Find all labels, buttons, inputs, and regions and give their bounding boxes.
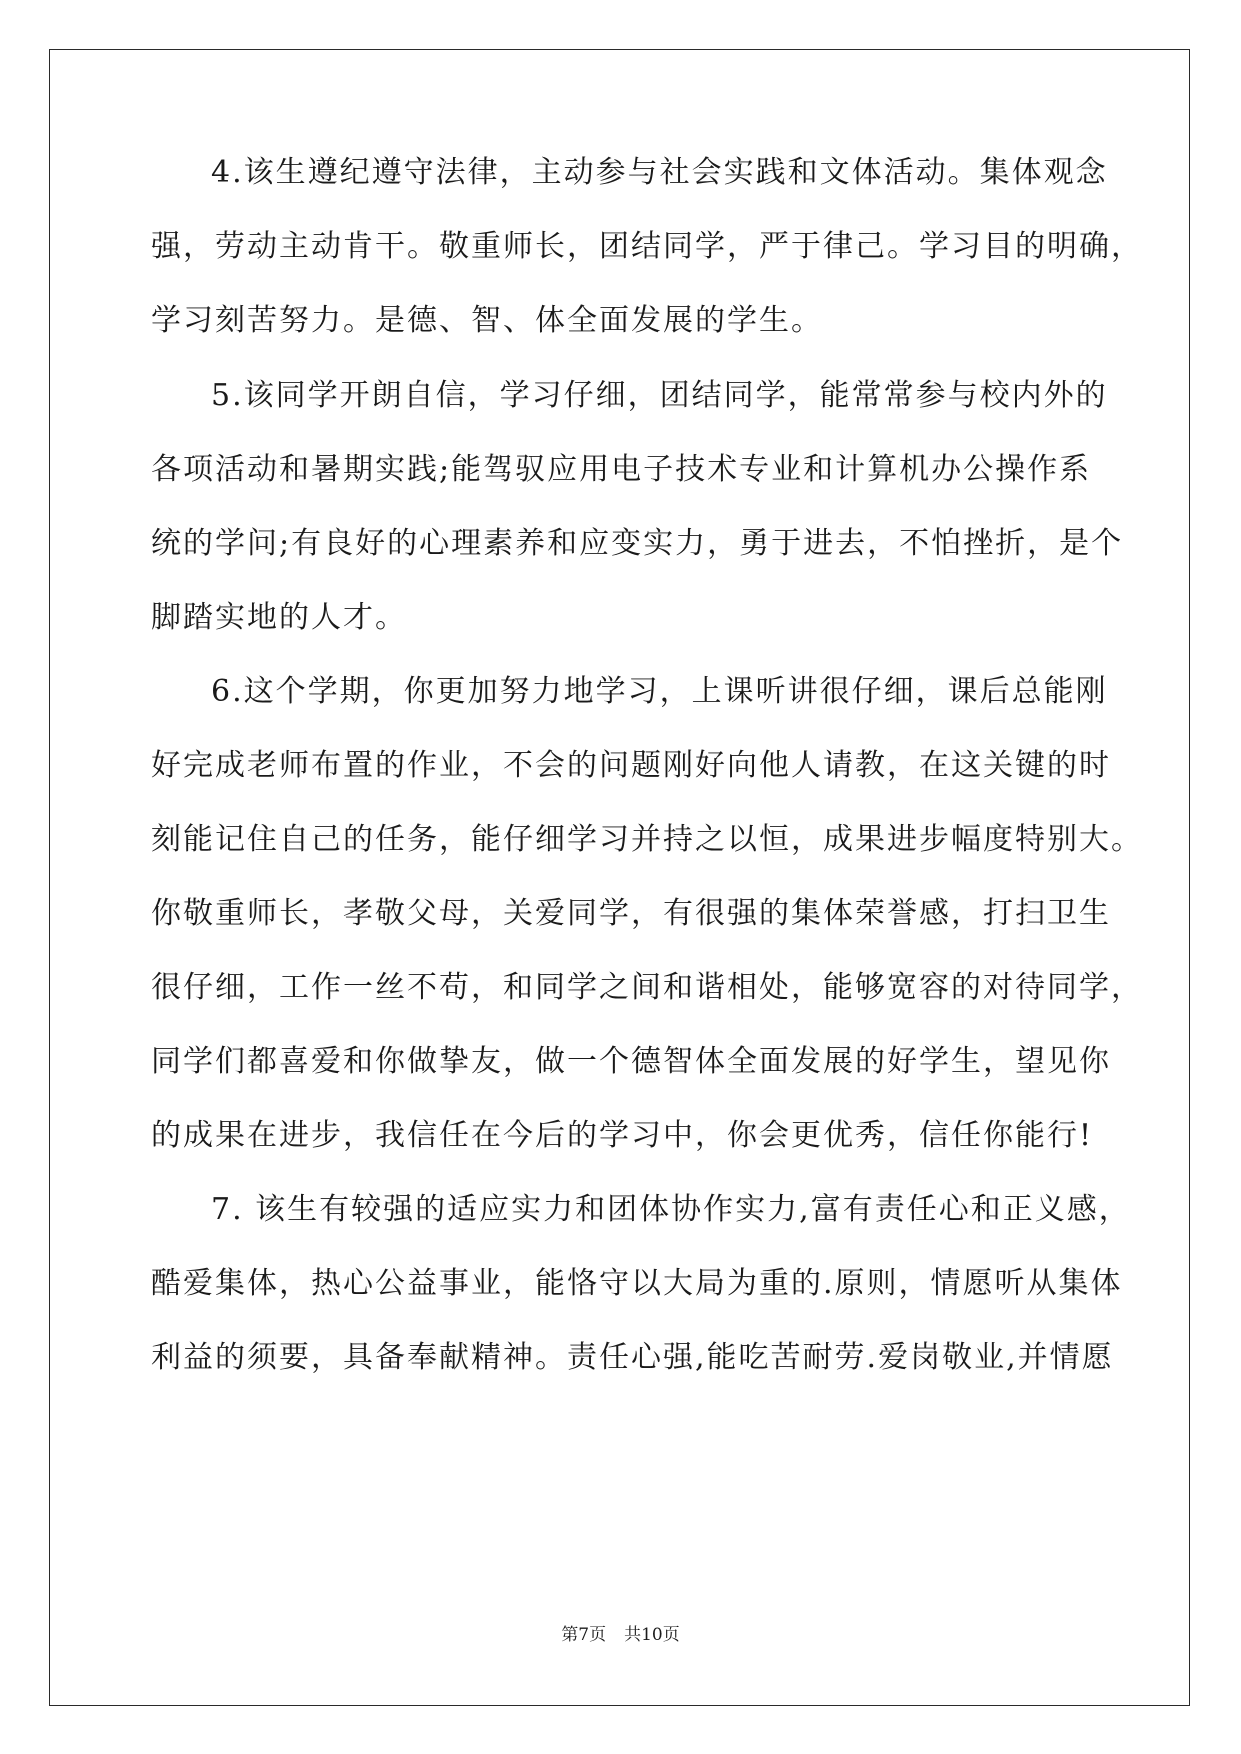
paragraph-6-line-2: 好完成老师布置的作业，不会的问题刚好向他人请教，在这关键的时: [151, 748, 1111, 783]
paragraph-4-line-3: 学习刻苦努力。是德、智、体全面发展的学生。: [151, 303, 823, 338]
page-number-current: 第7页: [561, 1625, 607, 1645]
paragraph-5-line-2: 各项活动和暑期实践;能驾驭应用电子技术专业和计算机办公操作系: [151, 452, 1092, 487]
page-footer: [0, 1623, 1241, 1647]
paragraph-5-line-1: 5.该同学开朗自信，学习仔细，团结同学，能常常参与校内外的: [211, 378, 1108, 413]
paragraph-6-line-4: 你敬重师长，孝敬父母，关爱同学，有很强的集体荣誉感，打扫卫生: [151, 896, 1111, 931]
paragraph-5-line-3: 统的学问;有良好的心理素养和应变实力，勇于进去，不怕挫折，是个: [151, 526, 1124, 561]
paragraph-7-line-1: 7. 该生有较强的适应实力和团体协作实力,富有责任心和正义感，: [211, 1192, 1131, 1227]
page-number-total: 共10页: [624, 1625, 680, 1645]
paragraph-6-line-1: 6.这个学期，你更加努力地学习，上课听讲很仔细，课后总能刚: [211, 674, 1108, 709]
paragraph-6-line-7: 的成果在进步，我信任在今后的学习中，你会更优秀，信任你能行!: [151, 1118, 1094, 1153]
paragraph-7-line-3: 利益的须要，具备奉献精神。责任心强,能吃苦耐劳.爱岗敬业,并情愿: [151, 1340, 1114, 1375]
page-border: [49, 49, 1190, 1706]
paragraph-6-line-3: 刻能记住自己的任务，能仔细学习并持之以恒，成果进步幅度特别大。: [151, 822, 1143, 857]
paragraph-6-line-5: 很仔细，工作一丝不苟，和同学之间和谐相处，能够宽容的对待同学，: [151, 970, 1143, 1005]
paragraph-7-line-2: 酷爱集体，热心公益事业，能恪守以大局为重的.原则，情愿听从集体: [151, 1266, 1123, 1301]
paragraph-5-line-4: 脚踏实地的人才。: [151, 600, 407, 635]
paragraph-4-line-2: 强，劳动主动肯干。敬重师长，团结同学，严于律己。学习目的明确，: [151, 229, 1143, 264]
paragraph-6-line-6: 同学们都喜爱和你做挚友，做一个德智体全面发展的好学生，望见你: [151, 1044, 1111, 1079]
paragraph-4-line-1: 4.该生遵纪遵守法律，主动参与社会实践和文体活动。集体观念: [211, 155, 1108, 190]
